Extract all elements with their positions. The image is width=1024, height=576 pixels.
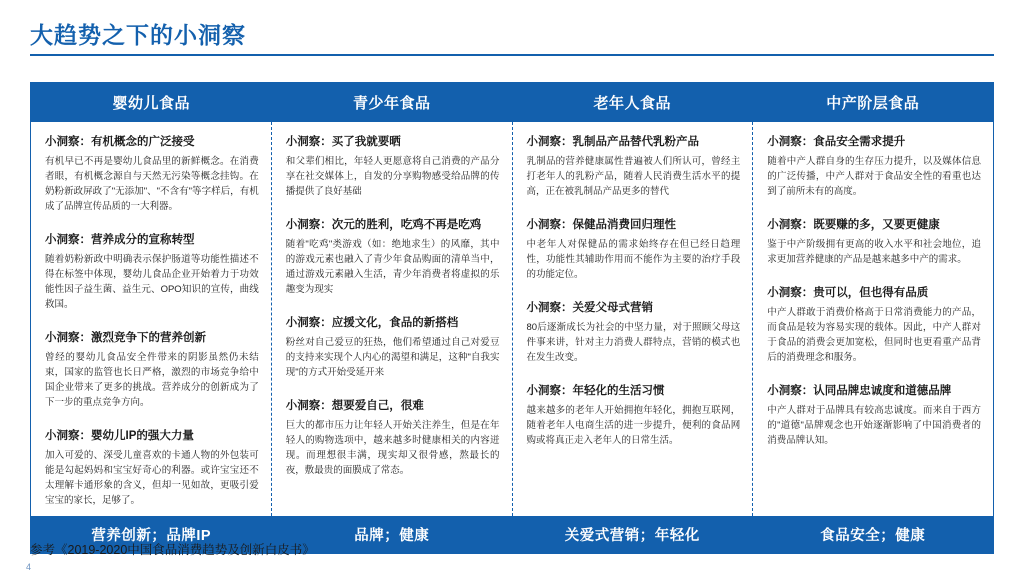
column-body-middleclass (753, 122, 993, 516)
column-header-elderly: 老年人食品 (593, 95, 671, 112)
insight-text: 中老年人对保健品的需求始终存在但已经日趋理性，功能性其辅助作用而不能作为主要的治疗手段的功能定位。 (526, 239, 741, 280)
insight-heading: 小洞察：营养成分的宣称转型 (45, 234, 195, 246)
column-body-elderly (513, 122, 754, 516)
insight-item (527, 300, 741, 365)
insight-item (45, 232, 259, 312)
insight-item (45, 134, 259, 214)
insight-heading: 小洞察：买了我就要晒 (285, 136, 401, 148)
insight-heading: 小洞察：关爱父母式营销 (526, 302, 653, 314)
column-body-infant (31, 122, 272, 516)
source-reference: 参考《2019-2020中国食品消费趋势及创新白皮书》 (30, 543, 315, 557)
insight-item (767, 217, 981, 267)
insight-heading: 小洞察：认同品牌忠诚度和道德品牌 (767, 385, 952, 397)
insight-text: 粉丝对自己爱豆的狂热，他们希望通过自己对爱豆的支持来实现个人内心的渴望和满足，这种"自我实现"的方式开始受延开来 (285, 337, 500, 378)
insights-table (30, 82, 994, 554)
page-number: 4 (26, 562, 32, 572)
title-divider (30, 54, 994, 56)
column-header-youth: 青少年食品 (352, 95, 431, 112)
insight-text: 有机早已不再是婴幼儿食品里的新鲜概念。在消费者眼，有机概念源自与天然无污染等概念挂钩。在奶粉新政屏政了"无添加"、"不含有"等字样后，有机成了品牌宣传品质的一大利器。 (45, 156, 259, 212)
insight-heading: 小洞察：贵可以，但也得有品质 (767, 287, 929, 299)
insight-text: 随着中产人群自身的生存压力提升，以及媒体信息的广泛传播，中产人群对于食品安全性的看重也达到了前所未有的高度。 (767, 156, 981, 197)
insight-item (767, 383, 981, 448)
insight-text: 和父辈们相比，年轻人更愿意将自己消费的产品分享在社交媒体上，自发的分享购物感受给品牌的传播提供了良好基础 (285, 156, 500, 197)
table-body-row (31, 122, 993, 516)
insight-item (527, 217, 741, 282)
column-footer-infant: 营养创新；品牌IP (91, 528, 212, 544)
insight-text: 巨大的都市压力让年轻人开始关注养生，但是在年轻人的购物选项中，越来越多时健康相关的内容迸现。而理想很丰满，现实却又很骨感，熬最长的夜，敷最贵的面膜成了常态。 (285, 420, 500, 476)
insight-item (45, 428, 259, 508)
insight-text: 曾经的婴幼儿食品安全件带来的阴影虽然仍未结束，国家的监管也长日严格，激烈的市场竞争给中国企业带来了更多的挑战。营养成分的创新成为了下一步的重点竞争方向。 (45, 352, 259, 408)
page-title: 大趋势之下的小洞察 (30, 22, 246, 48)
insight-heading: 小洞察：食品安全需求提升 (767, 136, 906, 148)
insight-item (45, 330, 259, 410)
column-footer-elderly: 关爱式营销；年轻化 (564, 528, 700, 544)
insight-heading: 小洞察：想要爱自己，很难 (285, 400, 424, 412)
insight-heading: 小洞察：保健品消费回归理性 (526, 219, 676, 231)
insight-heading: 小洞察：激烈竞争下的营养创新 (45, 332, 206, 344)
insight-item (767, 285, 981, 365)
insight-item (527, 383, 741, 448)
insight-text: 越来越多的老年人开始拥抱年轻化，拥抱互联网，随着老年人电商生活的进一步提升，便利的食品网购或将真正走入老年人的日常生活。 (526, 405, 741, 446)
insight-heading: 小洞察：年轻化的生活习惯 (526, 385, 665, 397)
insight-text: 随着奶粉新政中明确表示保护肠道等功能性描述不得在标签中体现，婴幼儿食品企业开始着力于功效能性因子益生菌、益生元、OPO知识的宣传，曲线救国。 (45, 254, 259, 310)
insight-heading: 小洞察：应援文化，食品的新搭档 (285, 317, 459, 329)
insight-text: 鉴于中产阶级拥有更高的收入水平和社会地位，追求更加营养健康的产品是越来越多中产的需求。 (767, 239, 981, 265)
table-header-row (31, 83, 993, 122)
insight-text: 中产人群对于品牌具有较高忠诚度。而来自于西方的"道德"品牌观念也开始逐渐影响了中国消费者的消费品牌认知。 (767, 405, 981, 446)
insight-text: 80后逐渐成长为社会的中坚力量，对于照顾父母这件事来讲，针对主力消费人群特点，营销的模式也在发生改变。 (526, 322, 741, 363)
insight-heading: 小洞察：乳制品产品替代乳粉产品 (526, 136, 699, 148)
column-footer-middleclass: 食品安全；健康 (820, 528, 926, 544)
insight-heading: 小洞察：婴幼儿IP的强大力量 (45, 430, 194, 442)
insight-heading: 小洞察：有机概念的广泛接受 (45, 136, 195, 148)
column-header-middleclass: 中产阶层食品 (826, 95, 920, 112)
insight-item (286, 398, 500, 478)
insight-item (286, 134, 500, 199)
column-header-infant: 婴幼儿食品 (112, 95, 190, 112)
column-footer-youth: 品牌；健康 (354, 528, 430, 544)
insight-item (527, 134, 741, 199)
insight-text: 随着"吃鸡"类游戏（如：绝地求生）的风靡，其中的游戏元素也融入了青少年食品购面的清单当中，通过游戏元素融入生活，青少年消费者将虚拟的乐趣变为现实 (285, 239, 500, 295)
insight-heading: 小洞察：次元的胜利，吃鸡不再是吃鸡 (285, 219, 482, 231)
insight-heading: 小洞察：既要赚的多，又要更健康 (767, 219, 940, 231)
insight-text: 中产人群敢于消费价格高于日常消费能力的产品，而食品是较为容易实现的载体。因此，中产人群对于食品的消费会更加宽松，但同时也更看重产品背后的消费理念和服务。 (767, 307, 981, 363)
insight-text: 加入可爱的、深受儿童喜欢的卡通人物的外包装可能是勾起妈妈和宝宝好奇心的利器。或许宝宝还不太理解卡通形象的含义，但却一见如故，更吸引爱宝宝的家长，足够了。 (45, 450, 259, 506)
insight-item (767, 134, 981, 199)
title-block (30, 20, 994, 56)
insight-item (286, 315, 500, 380)
insight-text: 乳制品的营养健康属性普遍被人们所认可，曾经主打老年人的乳粉产品，随着人民消费生活水平的提高，正在被乳制品产品更多的替代 (526, 156, 741, 197)
column-body-youth (272, 122, 513, 516)
insight-item (286, 217, 500, 297)
